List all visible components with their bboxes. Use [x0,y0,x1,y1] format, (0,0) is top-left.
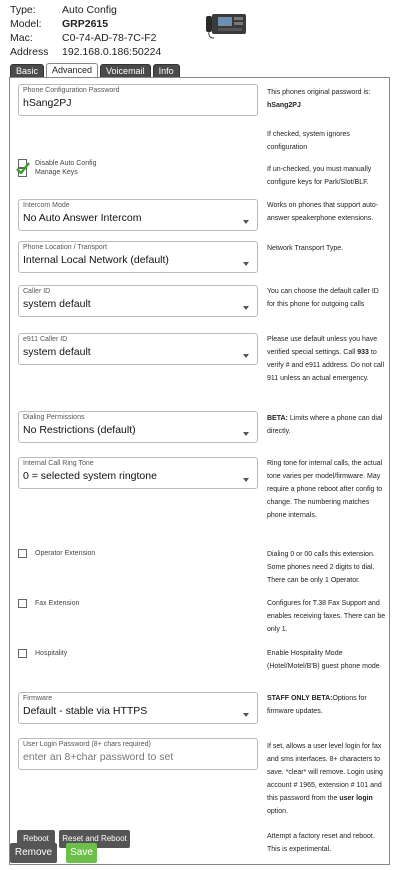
manage-keys-label: Manage Keys [35,169,78,176]
hospitality-label: Hospitality [35,650,68,657]
fax-extension-label: Fax Extension [35,600,80,607]
location-transport-desc: Network Transport Type. [267,245,344,252]
tab-bar [10,62,182,78]
config-password-desc: This phones original password is: hSang2PJ [267,89,371,109]
firmware-select[interactable] [18,692,258,724]
device-model-value: GRP2615 [62,18,109,30]
reset-desc: Attempt a factory reset and reboot. This is experimental. [267,833,375,853]
device-address-row [10,45,210,59]
reset-and-reboot-button[interactable]: Reset and Reboot [59,830,130,848]
chevron-down-icon [243,432,249,436]
e911-caller-id-desc: Please use default unless you have verified special settings. Call 933 to verify # and e911 address. Do not call 911 unless an actual emergency. [267,336,384,382]
operator-extension-label: Operator Extension [35,550,96,557]
device-mac-key: Mac: [10,32,33,44]
fax-extension-checkbox[interactable] [18,599,27,608]
reboot-button[interactable]: Reboot [17,830,55,848]
operator-extension-checkbox[interactable] [18,549,27,558]
device-type-value: Auto Config [62,4,117,16]
disable-auto-config-label: Disable Auto Config [35,160,97,167]
user-login-password-input[interactable] [18,738,258,770]
ring-tone-value: 0 = selected system ringtone [23,470,157,482]
remove-button[interactable]: Remove [10,843,57,863]
user-login-password-desc: If set, allows a user level login for fax and sms interfaces. 8+ characters to save. *clear* will remove. Login using account # 1965, extension # 101 and this password from the user login option. [267,743,383,815]
desk-phone-icon [204,12,248,40]
disable-auto-config-desc: If checked, system ignores configuration [267,131,350,151]
tab-info[interactable]: Info [153,64,180,78]
manage-keys-desc: If un-checked, you must manually configure keys for Park/Slot/BLF. [267,166,372,186]
dialing-permissions-label: Dialing Permissions [23,414,85,421]
device-info [10,3,210,59]
tab-advanced[interactable]: Advanced [46,63,98,78]
intercom-mode-label: Intercom Mode [23,202,70,209]
staff-only-badge: STAFF ONLY BETA: [267,695,333,702]
location-transport-select[interactable] [18,241,258,273]
hospitality-checkbox[interactable] [18,649,27,658]
device-mac-row [10,31,210,45]
config-password-value: hSang2PJ [23,97,72,109]
ring-tone-desc: Ring tone for internal calls, the actual tone varies per model/firmware. May require a phone reboot after config to change. The numbering matches phone internals. [267,460,383,519]
user-login-password-label: User Login Password (8+ chars required) [23,741,151,748]
dialing-permissions-value: No Restrictions (default) [23,424,136,436]
tab-basic[interactable]: Basic [10,64,44,78]
caller-id-label: Caller ID [23,288,51,295]
dialing-permissions-desc: BETA: Limits where a phone can dial directly. [267,415,383,435]
device-model-key: Model: [10,18,42,30]
checkmark-icon [16,162,30,174]
location-transport-value: Internal Local Network (default) [23,254,169,266]
original-password: hSang2PJ [267,102,301,109]
caller-id-value: system default [23,298,91,310]
fax-extension-desc: Configures for T.38 Fax Support and enables receiving faxes. There can be only 1. [267,600,386,633]
intercom-mode-select[interactable] [18,199,258,231]
chevron-down-icon [243,306,249,310]
caller-id-select[interactable] [18,285,258,317]
dialing-permissions-select[interactable] [18,411,258,443]
device-mac-value: C0-74-AD-78-7C-F2 [62,32,157,44]
user-login-option: user login [339,795,373,802]
user-login-password-placeholder: enter an 8+char password to set [23,751,174,763]
e911-caller-id-label: e911 Caller ID [23,336,68,343]
tab-voicemail[interactable]: Voicemail [100,64,151,78]
device-type-key: Type: [10,4,36,16]
chevron-down-icon [243,713,249,717]
device-address-key: Address [10,46,49,58]
ring-tone-select[interactable] [18,457,258,489]
ring-tone-label: Internal Call Ring Tone [23,460,94,467]
firmware-desc: STAFF ONLY BETA:Options for firmware updates. [267,695,367,715]
intercom-mode-desc: Works on phones that support auto-answer speakerphone extensions. [267,202,379,222]
e911-caller-id-value: system default [23,346,91,358]
chevron-down-icon [243,220,249,224]
location-transport-label: Phone Location / Transport [23,244,108,251]
advanced-panel [9,77,390,865]
intercom-mode-value: No Auto Answer Intercom [23,212,142,224]
e911-caller-id-select[interactable] [18,333,258,365]
save-button[interactable]: Save [66,843,97,863]
firmware-label: Firmware [23,695,53,702]
device-type-row [10,3,210,17]
device-model-row [10,17,210,31]
device-address-value: 192.168.0.186:50224 [62,46,162,58]
chevron-down-icon [243,354,249,358]
config-password-input[interactable] [18,84,258,116]
e911-test-number: 933 [357,349,369,356]
beta-badge: BETA: [267,415,288,422]
chevron-down-icon [243,262,249,266]
firmware-value: Default - stable via HTTPS [23,705,148,717]
config-password-label: Phone Configuration Password [23,87,120,94]
chevron-down-icon [243,478,249,482]
operator-extension-desc: Dialing 0 or 00 calls this extension. Some phones need 2 digits to dial. There can be only 1 Operator. [267,551,375,584]
caller-id-desc: You can choose the default caller ID for this phone for outgoing calls [267,288,379,308]
hospitality-desc: Enable Hospitality Mode (Hotel/Motel/B'B) guest phone mode [267,650,380,670]
